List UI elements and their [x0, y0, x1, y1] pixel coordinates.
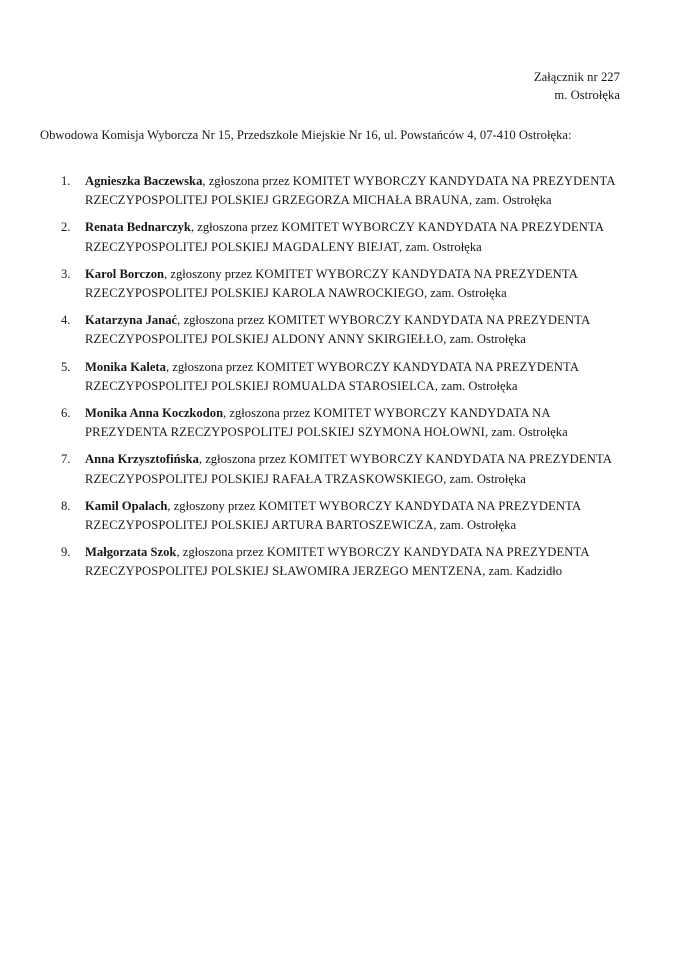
list-item-text — [85, 497, 622, 535]
nomination-phrase: , zgłoszona przez — [198, 452, 290, 467]
nomination-phrase: , zgłoszona przez — [190, 220, 282, 235]
attachment-number: Załącznik nr 227 — [533, 70, 620, 84]
residence: , zam. Ostrołęka — [423, 286, 507, 301]
list-item — [61, 358, 622, 396]
candidate-name: Katarzyna Janać — [85, 313, 178, 328]
list-item-number: 6. — [61, 406, 71, 421]
list-item-text — [85, 450, 622, 488]
residence: , zam. Ostrołęka — [468, 193, 552, 208]
list-item — [61, 404, 622, 442]
residence: , zam. Ostrołęka — [434, 378, 518, 393]
list-item — [61, 543, 622, 581]
list-item — [61, 265, 622, 303]
nominating-committee: KOMITET WYBORCZY KANDYDATA NA PREZYDENTA RZECZYPOSPOLITEJ POLSKIEJ MAGDALENY BIEJAT — [85, 220, 604, 254]
list-item — [61, 497, 622, 535]
list-item-text — [85, 311, 622, 349]
nominating-committee: KOMITET WYBORCZY KANDYDATA NA PREZYDENTA RZECZYPOSPOLITEJ POLSKIEJ ROMUALDA STAROSIELCA — [85, 359, 579, 393]
nomination-phrase: , zgłoszona przez — [177, 313, 268, 328]
list-item-text — [85, 358, 622, 396]
list-item — [61, 311, 622, 349]
list-item-number: 7. — [61, 452, 71, 467]
commission-heading: Obwodowa Komisja Wyborcza Nr 15, Przedszkole Miejskie Nr 16, ul. Powstańców 4, 07-410 Ostrołęka: — [40, 128, 572, 142]
nominating-committee: KOMITET WYBORCZY KANDYDATA NA PREZYDENTA RZECZYPOSPOLITEJ POLSKIEJ SŁAWOMIRA JERZEGO MENTZENA — [85, 545, 589, 579]
list-item-number: 2. — [61, 220, 71, 235]
candidate-name: Monika Anna Koczkodon — [85, 406, 224, 421]
list-item-text — [85, 404, 622, 442]
list-item-number: 5. — [61, 359, 71, 374]
list-item-number: 4. — [61, 313, 71, 328]
nomination-phrase: , zgłoszony przez — [164, 266, 256, 281]
list-item — [61, 450, 622, 488]
nominating-committee: KOMITET WYBORCZY KANDYDATA NA PREZYDENTA RZECZYPOSPOLITEJ POLSKIEJ RAFAŁA TRZASKOWSKIEGO — [85, 452, 612, 486]
nomination-phrase: , zgłoszona przez — [176, 545, 267, 560]
nomination-phrase: , zgłoszona przez — [223, 406, 314, 421]
list-item — [61, 172, 622, 210]
nomination-phrase: , zgłoszona przez — [202, 174, 293, 188]
list-item-number: 8. — [61, 498, 71, 513]
candidate-name: Małgorzata Szok — [85, 545, 177, 560]
candidate-name: Renata Bednarczyk — [85, 220, 191, 235]
list-item-text — [85, 543, 622, 581]
candidate-name: Monika Kaleta — [85, 359, 166, 374]
list-item-number: 1. — [61, 174, 71, 188]
candidate-name: Karol Borczon — [85, 266, 165, 281]
nominating-committee: KOMITET WYBORCZY KANDYDATA NA PREZYDENTA RZECZYPOSPOLITEJ POLSKIEJ GRZEGORZA MICHAŁA BRAUNA — [85, 174, 615, 208]
municipality-label: m. Ostrołęka — [554, 88, 620, 102]
document-header — [534, 68, 620, 104]
nominating-committee: KOMITET WYBORCZY KANDYDATA NA PREZYDENTA RZECZYPOSPOLITEJ POLSKIEJ ARTURA BARTOSZEWICZA — [85, 498, 581, 533]
list-item — [61, 218, 622, 256]
residence: , zam. Ostrołęka — [399, 239, 482, 254]
candidate-name: Anna Krzysztofińska — [85, 452, 199, 467]
residence: , zam. Ostrołęka — [443, 471, 526, 486]
residence: , zam. Ostrołęka — [433, 518, 517, 533]
list-item-number: 9. — [61, 545, 71, 560]
list-item-text — [85, 172, 622, 210]
members-list — [61, 172, 622, 582]
nomination-phrase: , zgłoszony przez — [167, 498, 259, 513]
nominating-committee: KOMITET WYBORCZY KANDYDATA NA PREZYDENTA RZECZYPOSPOLITEJ POLSKIEJ SZYMONA HOŁOWNI — [85, 406, 550, 440]
candidate-name: Agnieszka Baczewska — [85, 174, 203, 188]
nomination-phrase: , zgłoszona przez — [165, 359, 257, 374]
list-item-text — [85, 265, 622, 303]
list-item-text — [85, 218, 622, 256]
candidate-name: Kamil Opalach — [85, 498, 168, 513]
residence: , zam. Ostrołęka — [485, 425, 568, 440]
residence: , zam. Ostrołęka — [443, 332, 526, 347]
nominating-committee: KOMITET WYBORCZY KANDYDATA NA PREZYDENTA RZECZYPOSPOLITEJ POLSKIEJ KAROLA NAWROCKIEGO — [85, 266, 578, 301]
residence: , zam. Kadzidło — [482, 564, 563, 579]
list-item-number: 3. — [61, 266, 71, 281]
nominating-committee: KOMITET WYBORCZY KANDYDATA NA PREZYDENTA RZECZYPOSPOLITEJ POLSKIEJ ALDONY ANNY SKIRGIEŁŁO — [85, 313, 590, 347]
